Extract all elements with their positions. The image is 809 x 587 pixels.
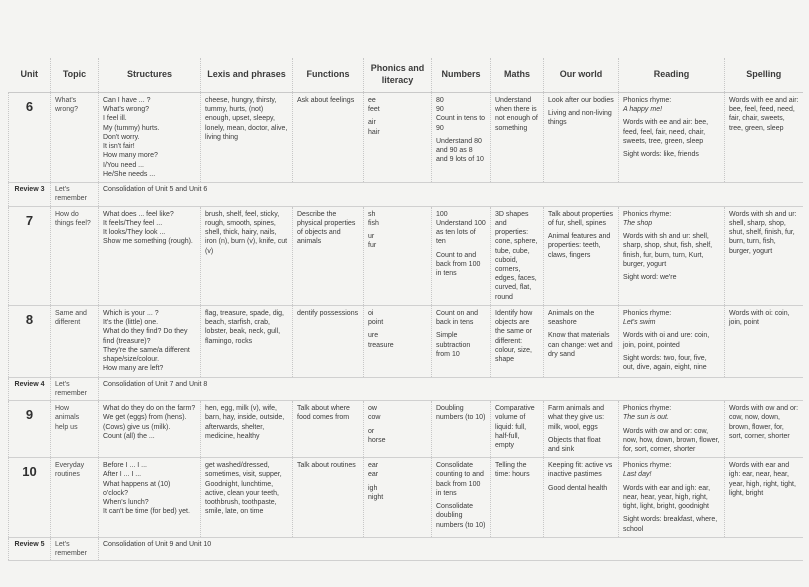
cell-line: remember xyxy=(55,550,87,558)
functions-cell xyxy=(293,401,364,458)
lexis-cell xyxy=(201,401,293,458)
reading-title: Last day! xyxy=(623,471,652,479)
our-world-cell xyxy=(544,401,619,458)
review-row xyxy=(9,537,803,560)
cell-line: igh xyxy=(368,484,378,492)
cell-line: wrong? xyxy=(55,106,78,114)
cell-line: 80 xyxy=(436,97,444,104)
structures-cell xyxy=(99,401,201,458)
reading-line: Sight words: two, four, five, out, dive, again, eight, nine xyxy=(623,354,707,372)
cell-text: get washed/dressed, sometimes, visit, supper, Goodnight, lunchtime, active, clean your teeth, toothbrush, toothpaste, smile, late, on time xyxy=(205,462,282,516)
our-world-cell xyxy=(544,206,619,305)
reading-cell xyxy=(619,401,725,458)
cell-text: Words with ear and igh: ear, near, hear, year, high, right, tight, light, bright xyxy=(729,462,796,497)
cell-text: Describe the physical properties of objects and animals xyxy=(297,210,356,246)
cell-line: Before I ... I ... xyxy=(103,462,147,470)
phonics-cell xyxy=(364,458,432,538)
lexis-cell xyxy=(201,93,293,183)
cell-line: ur xyxy=(368,233,375,241)
cell-line: 100 xyxy=(436,210,448,218)
structures-cell xyxy=(99,93,201,183)
reading-line: Words with oi and ure: coin, join, point, pointed xyxy=(623,332,710,349)
header-row xyxy=(9,58,803,93)
topic-cell xyxy=(51,401,99,458)
cell-line: Let's xyxy=(55,380,70,388)
phonics-cell xyxy=(364,401,432,458)
cell-line: cow xyxy=(368,414,381,422)
reading-line: Sight word: we're xyxy=(623,273,677,281)
cell-text: Talk about where food comes from xyxy=(297,405,350,422)
unit-number-text: 6 xyxy=(25,99,34,114)
cell-line: How do xyxy=(55,210,79,218)
spelling-cell xyxy=(725,93,803,183)
cell-line: They're the same/a different shape/size/colour. xyxy=(103,346,190,364)
cell-line: fur xyxy=(368,242,377,250)
cell-line: Count in tens to 90 xyxy=(436,115,486,132)
spelling-cell xyxy=(725,458,803,538)
reading-label: Phonics rhyme: xyxy=(623,309,672,317)
cell-line: ear xyxy=(368,471,379,479)
cell-line: We get (eggs) from (hens). xyxy=(103,414,187,422)
cell-line: How many are left? xyxy=(103,365,164,373)
cell-text: 3D shapes and properties: cone, sphere, tube, cube, cuboid, corners, edges, faces, curved, flat, round xyxy=(495,210,538,301)
spelling-cell xyxy=(725,401,803,458)
maths-cell xyxy=(491,93,544,183)
cell-text: Ask about feelings xyxy=(297,97,355,104)
cell-line: Animal features and properties: teeth, claws, fingers xyxy=(548,233,611,259)
cell-line: (Cows) give us (milk). xyxy=(103,423,171,431)
cell-line: Look after our bodies xyxy=(548,97,614,104)
our-world-cell xyxy=(544,305,619,377)
cell-line: 90 xyxy=(436,106,444,114)
cell-line: It feels/They feel ... xyxy=(103,219,163,227)
lexis-cell xyxy=(201,206,293,305)
cell-text: Consolidation of Unit 7 and Unit 8 xyxy=(103,380,208,388)
phonics-cell xyxy=(364,305,432,377)
review-word: Review 4 xyxy=(14,380,45,388)
cell-text: Comparative volume of liquid: full, half-full, empty xyxy=(495,405,535,449)
review-label xyxy=(9,537,51,560)
unit-number xyxy=(9,401,51,458)
review-word: Review 3 xyxy=(14,186,45,194)
unit-row xyxy=(9,401,803,458)
topic-cell xyxy=(51,206,99,305)
reading-cell xyxy=(619,93,725,183)
review-topic xyxy=(51,183,99,206)
numbers-cell xyxy=(432,458,491,538)
review-topic xyxy=(51,537,99,560)
cell-text: Identify how objects are the same or different: colour, size, shape xyxy=(495,309,533,364)
numbers-cell xyxy=(432,206,491,305)
reading-title: The shop xyxy=(623,219,653,227)
reading-label: Phonics rhyme: xyxy=(623,97,672,104)
cell-text: Talk about routines xyxy=(297,462,356,470)
review-text xyxy=(99,537,803,560)
unit-row xyxy=(9,305,803,377)
reading-cell xyxy=(619,305,725,377)
column-header: Our world xyxy=(544,58,619,93)
cell-text: brush, shelf, feel, sticky, rough, smooth, spines, shell, thick, hairy, nails, iron (n), burn (v), knife, cut (v) xyxy=(205,210,288,255)
lexis-cell xyxy=(201,305,293,377)
reading-title: Let's swim xyxy=(623,319,656,327)
unit-number xyxy=(9,305,51,377)
review-label xyxy=(9,377,51,400)
reading-line: Words with ee and air: bee, feed, feel, fair, need, chair, sweets, tree, green, sleep xyxy=(623,119,709,145)
cell-line: treasure xyxy=(368,341,394,349)
cell-line: oi xyxy=(368,309,374,317)
cell-line: Same and xyxy=(55,309,87,317)
column-header: Spelling xyxy=(725,58,803,93)
cell-text: Consolidation of Unit 5 and Unit 6 xyxy=(103,186,208,194)
unit-number-text: 10 xyxy=(22,464,37,480)
cell-line: ee xyxy=(368,97,376,104)
column-header: Structures xyxy=(99,58,201,93)
cell-line: sh xyxy=(368,210,376,218)
syllabus-table xyxy=(8,58,803,561)
column-header: Functions xyxy=(293,58,364,93)
functions-cell xyxy=(293,458,364,538)
maths-cell xyxy=(491,206,544,305)
cell-line: Living and non-living things xyxy=(548,110,612,127)
cell-line: Let's xyxy=(55,540,70,548)
cell-line: Animals on the seashore xyxy=(548,309,595,327)
cell-line: Don't worry. xyxy=(103,133,140,141)
cell-line: hair xyxy=(368,128,380,136)
cell-line: What happens at (10) o'clock? xyxy=(103,480,171,497)
reading-line: Words with ear and igh: ear, near, hear, year, high, right, tight, light, bright, goodnight xyxy=(623,484,711,511)
cell-line: ure xyxy=(368,332,379,340)
cell-line: How many more? xyxy=(103,152,158,160)
cell-line: How xyxy=(55,405,70,413)
unit-number xyxy=(9,206,51,305)
cell-line: Know that materials can change: wet and dry sand xyxy=(548,332,613,358)
cell-line: Simple subtraction from 10 xyxy=(436,332,471,358)
unit-row xyxy=(9,206,803,305)
cell-line: Consolidate doubling numbers (to 10) xyxy=(436,503,486,529)
cell-line: My (tummy) hurts. xyxy=(103,124,160,132)
cell-line: Understand 80 and 90 as 8 and 9 lots of 10 xyxy=(436,137,484,164)
cell-line: He/She needs ... xyxy=(103,170,156,178)
cell-line: things feel? xyxy=(55,219,91,227)
reading-cell xyxy=(619,206,725,305)
column-header: Maths xyxy=(491,58,544,93)
unit-row xyxy=(9,458,803,538)
reading-line: Sight words: like, friends xyxy=(623,151,699,159)
cell-line: fish xyxy=(368,219,379,227)
cell-line: Which is your ... ? xyxy=(103,309,159,317)
unit-number-text: 8 xyxy=(25,311,34,327)
review-topic xyxy=(51,377,99,400)
cell-line: It's the (little) one. xyxy=(103,319,159,327)
cell-line: ear xyxy=(368,462,379,470)
column-header: Numbers xyxy=(432,58,491,93)
structures-cell xyxy=(99,458,201,538)
reading-label: Phonics rhyme: xyxy=(623,462,672,470)
review-row xyxy=(9,377,803,400)
cell-line: feet xyxy=(368,106,380,114)
numbers-cell xyxy=(432,401,491,458)
cell-line: I feel ill. xyxy=(103,115,127,123)
review-text xyxy=(99,183,803,206)
spelling-cell xyxy=(725,305,803,377)
cell-line: Count (all) the ... xyxy=(103,432,155,440)
cell-line: point xyxy=(368,319,384,327)
unit-row xyxy=(9,93,803,183)
cell-line: What's xyxy=(55,97,77,104)
table-body xyxy=(9,93,803,561)
cell-text: Words with ow and or: cow, now, down, brown, flower, for, sort, corner, shorter xyxy=(729,405,799,440)
unit-number xyxy=(9,458,51,538)
cell-text: hen, egg, milk (v), wife, barn, hay, inside, outside, afterwards, shelter, medicine, healthy xyxy=(205,405,285,440)
column-header: Phonics and literacy xyxy=(364,58,432,93)
cell-text: Understand when there is not enough of something xyxy=(495,97,538,132)
cell-text: Words with oi: coin, join, point xyxy=(729,309,790,327)
review-row xyxy=(9,183,803,206)
cell-line: Keeping fit: active vs inactive pastimes xyxy=(548,462,613,479)
cell-line: Talk about properties of fur, shell, spines xyxy=(548,210,613,227)
column-header: Reading xyxy=(619,58,725,93)
cell-text: Words with sh and ur: shell, sharp, shop, shut, shelf, finish, fur, burn, turn, fish, burger, yogurt xyxy=(729,210,797,255)
phonics-cell xyxy=(364,206,432,305)
table-header xyxy=(9,58,803,93)
functions-cell xyxy=(293,206,364,305)
reading-title: The sun is out. xyxy=(623,414,669,422)
cell-text: flag, treasure, spade, dig, beach, starfish, crab, lobster, beak, neck, gull, flamingo, rocks xyxy=(205,309,284,345)
cell-line: What do they do on the farm? xyxy=(103,405,196,413)
unit-number-text: 9 xyxy=(25,407,34,423)
cell-line: different xyxy=(55,319,81,327)
cell-text: cheese, hungry, thirsty, tummy, hurts, (not) enough, upset, sleepy, lonely, mean, doctor, alive, living thing xyxy=(205,97,288,141)
cell-line: remember xyxy=(55,195,87,203)
review-word: Review 5 xyxy=(14,540,45,548)
cell-line: or xyxy=(368,427,375,435)
column-header: Unit xyxy=(9,58,51,93)
cell-line: Understand 100 as ten lots of ten xyxy=(436,219,486,246)
cell-line: horse xyxy=(368,436,386,444)
topic-cell xyxy=(51,305,99,377)
our-world-cell xyxy=(544,93,619,183)
topic-cell xyxy=(51,458,99,538)
cell-line: What do they find? Do they find (treasure)? xyxy=(103,328,188,345)
maths-cell xyxy=(491,305,544,377)
lexis-cell xyxy=(201,458,293,538)
cell-text: Telling the time: hours xyxy=(495,462,530,479)
cell-line: remember xyxy=(55,389,87,397)
reading-line: Sight words: breakfast, where, school xyxy=(623,516,718,533)
cell-line: Good dental health xyxy=(548,484,608,492)
reading-line: Words with ow and or: cow, now, how, down, brown, flower, for, sort, corner, shorter xyxy=(623,427,720,453)
cell-line: Count to and back from 100 in tens xyxy=(436,251,481,277)
cell-line: air xyxy=(368,119,376,127)
cell-line: It isn't fair! xyxy=(103,143,135,151)
structures-cell xyxy=(99,305,201,377)
cell-line: Objects that float and sink xyxy=(548,436,601,453)
reading-line: Words with sh and ur: shell, sharp, shop, shut, fish, shelf, finish, fur, burn, turn, Kurt, burger, yogurt xyxy=(623,233,713,268)
cell-line: help us xyxy=(55,423,78,431)
column-header: Lexis and phrases xyxy=(201,58,293,93)
cell-line: After I ... I ... xyxy=(103,471,142,479)
functions-cell xyxy=(293,305,364,377)
cell-line: When's lunch? xyxy=(103,499,149,507)
phonics-cell xyxy=(364,93,432,183)
cell-line: What's wrong? xyxy=(103,106,150,114)
cell-line: Everyday xyxy=(55,462,85,470)
cell-text: Consolidation of Unit 9 and Unit 10 xyxy=(103,540,212,548)
cell-line: routines xyxy=(55,471,80,479)
numbers-cell xyxy=(432,93,491,183)
cell-line: animals xyxy=(55,414,80,422)
cell-line: Let's xyxy=(55,186,70,194)
column-header: Topic xyxy=(51,58,99,93)
cell-line: It looks/They look ... xyxy=(103,229,166,237)
structures-cell xyxy=(99,206,201,305)
cell-text: dentify possessions xyxy=(297,309,359,317)
maths-cell xyxy=(491,458,544,538)
reading-label: Phonics rhyme: xyxy=(623,405,672,413)
reading-cell xyxy=(619,458,725,538)
reading-label: Phonics rhyme: xyxy=(623,210,672,218)
unit-number xyxy=(9,93,51,183)
our-world-cell xyxy=(544,458,619,538)
numbers-cell xyxy=(432,305,491,377)
spelling-cell xyxy=(725,206,803,305)
cell-line: Doubling numbers (to 10) xyxy=(436,405,486,422)
topic-cell xyxy=(51,93,99,183)
unit-number-text: 7 xyxy=(25,212,34,228)
cell-line: ow xyxy=(368,405,377,413)
cell-line: Consolidate counting to and back from 100 in tens xyxy=(436,462,484,497)
cell-line: I/You need ... xyxy=(103,161,144,169)
review-text xyxy=(99,377,803,400)
cell-line: Can I have ... ? xyxy=(103,97,151,104)
reading-title: A happy me! xyxy=(623,106,663,114)
review-label xyxy=(9,183,51,206)
maths-cell xyxy=(491,401,544,458)
functions-cell xyxy=(293,93,364,183)
cell-text: Words with ee and air: bee, feel, feed, need, fair, chair, sweets, tree, green, sleep xyxy=(729,97,799,132)
cell-line: Farm animals and what they give us: milk, wool, eggs xyxy=(548,405,605,431)
cell-line: What does ... feel like? xyxy=(103,210,174,218)
cell-line: night xyxy=(368,493,384,501)
cell-line: It can't be time (for bed) yet. xyxy=(103,508,190,516)
cell-line: Show me something (rough). xyxy=(103,238,193,246)
cell-line: Count on and back in tens xyxy=(436,309,479,327)
